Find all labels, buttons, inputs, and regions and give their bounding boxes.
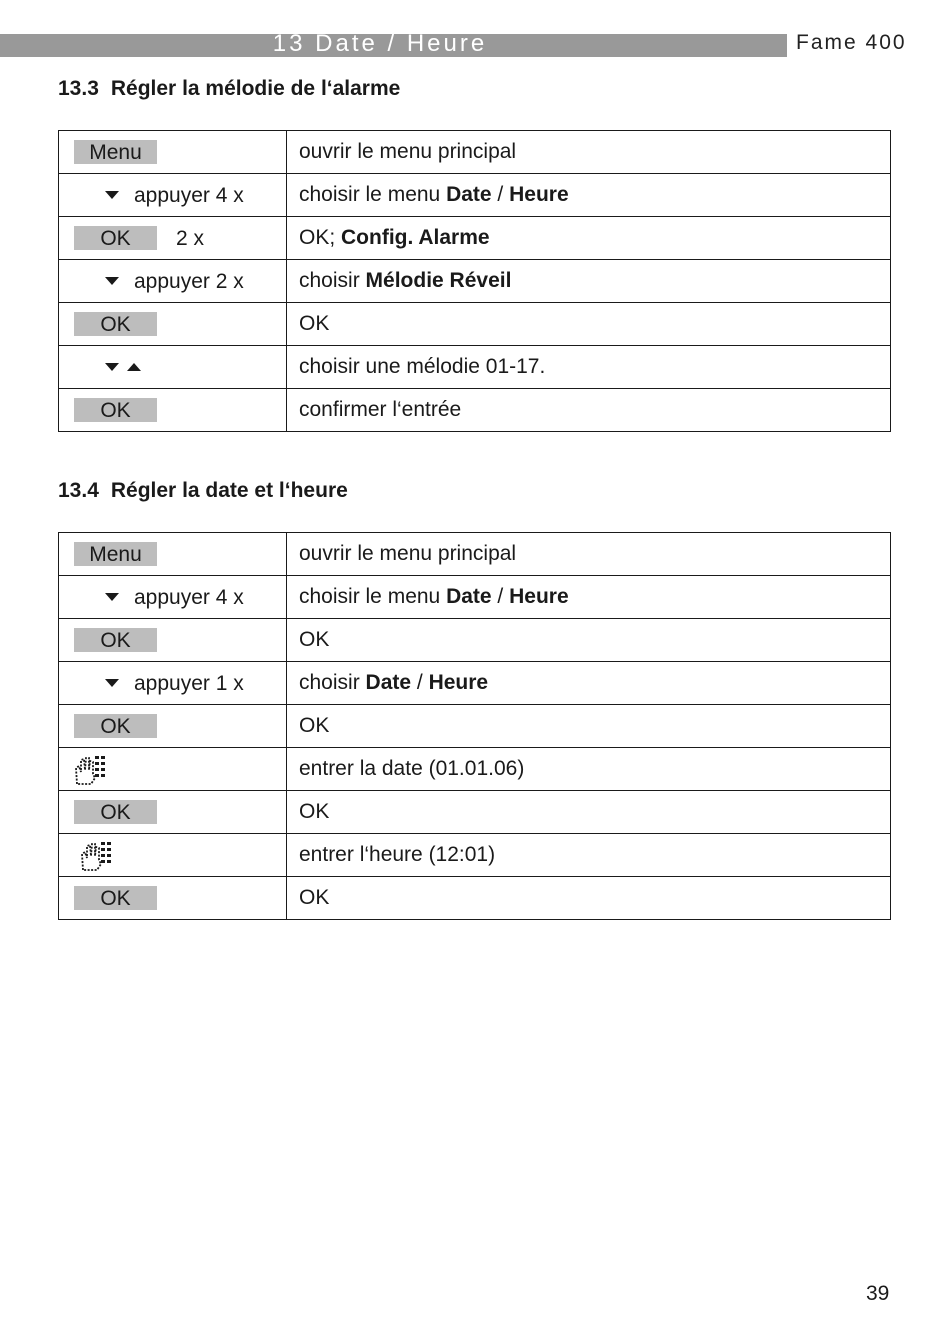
key-cell xyxy=(59,877,287,920)
key-cell xyxy=(59,389,287,432)
ok-key: OK xyxy=(74,886,157,910)
description-cell xyxy=(287,533,891,576)
description-text: choisir une mélodie 01-17. xyxy=(299,355,546,378)
description-cell xyxy=(287,217,891,260)
product-model: Fame 400 xyxy=(796,31,907,54)
key-cell xyxy=(59,576,287,619)
description-text: choisir le menu xyxy=(299,183,447,206)
menu-term: Mélodie Réveil xyxy=(365,269,512,292)
description-text: choisir xyxy=(299,269,366,292)
ok-key: OK xyxy=(74,226,157,250)
description-cell xyxy=(287,576,891,619)
table-row xyxy=(59,346,891,389)
chapter-title: 13 Date / Heure xyxy=(272,30,488,57)
section-title: Régler la date et l‘heure xyxy=(110,479,348,502)
table-row xyxy=(59,533,891,576)
key-cell xyxy=(59,260,287,303)
ok-key: OK xyxy=(74,628,157,652)
description-cell xyxy=(287,834,891,877)
page-number: 39 xyxy=(866,1282,890,1305)
description-cell xyxy=(287,791,891,834)
section-heading-13-4 xyxy=(58,478,348,504)
arrow-down-icon xyxy=(105,277,119,285)
table-row xyxy=(59,619,891,662)
description-cell xyxy=(287,346,891,389)
table-row xyxy=(59,791,891,834)
description-text: OK xyxy=(299,312,330,335)
key-instruction: appuyer 4 x xyxy=(134,184,244,207)
description-text: ouvrir le menu principal xyxy=(299,140,517,163)
keypad-hand-icon xyxy=(73,754,109,786)
ok-key: OK xyxy=(74,312,157,336)
section-number: 13.3 xyxy=(58,77,99,100)
table-row xyxy=(59,834,891,877)
key-instruction: appuyer 2 x xyxy=(134,270,244,293)
description-cell xyxy=(287,303,891,346)
table-row xyxy=(59,131,891,174)
description-text: ouvrir le menu principal xyxy=(299,542,517,565)
description-text: entrer la date (01.01.06) xyxy=(299,757,525,780)
key-cell xyxy=(59,533,287,576)
menu-term: Config. Alarme xyxy=(341,226,490,249)
key-cell xyxy=(59,217,287,260)
key-cell xyxy=(59,834,287,877)
section-title: Régler la mélodie de l‘alarme xyxy=(110,77,401,100)
description-cell xyxy=(287,131,891,174)
table-row xyxy=(59,748,891,791)
key-cell xyxy=(59,748,287,791)
description-cell xyxy=(287,389,891,432)
table-row xyxy=(59,705,891,748)
key-instruction: appuyer 1 x xyxy=(134,672,244,695)
description-text: confirmer l‘entrée xyxy=(299,398,462,421)
ok-key: OK xyxy=(74,714,157,738)
table-row xyxy=(59,303,891,346)
menu-term: Heure xyxy=(428,671,489,694)
key-cell xyxy=(59,662,287,705)
menu-term: Date xyxy=(446,585,492,608)
table-row xyxy=(59,877,891,920)
key-cell xyxy=(59,705,287,748)
repeat-count: 2 x xyxy=(176,227,205,250)
description-text: OK; xyxy=(299,226,342,249)
description-cell xyxy=(287,877,891,920)
key-instruction: appuyer 4 x xyxy=(134,586,244,609)
description-cell xyxy=(287,619,891,662)
description-text: entrer l‘heure (12:01) xyxy=(299,843,496,866)
separator: / xyxy=(491,585,510,608)
description-text: choisir xyxy=(299,671,366,694)
key-cell xyxy=(59,346,287,389)
description-cell xyxy=(287,174,891,217)
key-cell xyxy=(59,619,287,662)
arrow-down-icon xyxy=(105,363,119,371)
menu-term: Date xyxy=(446,183,492,206)
table-row xyxy=(59,174,891,217)
table-row xyxy=(59,217,891,260)
table-row xyxy=(59,662,891,705)
key-cell xyxy=(59,303,287,346)
description-cell xyxy=(287,662,891,705)
arrow-down-icon xyxy=(105,593,119,601)
steps-table-13-4 xyxy=(58,532,891,920)
menu-term: Heure xyxy=(509,585,569,608)
section-number: 13.4 xyxy=(58,479,99,502)
description-cell xyxy=(287,260,891,303)
steps-table-13-3 xyxy=(58,130,891,432)
section-heading-13-3 xyxy=(58,76,400,102)
menu-key: Menu xyxy=(74,542,157,566)
separator: / xyxy=(491,183,510,206)
description-cell xyxy=(287,705,891,748)
separator: / xyxy=(411,671,429,694)
table-row xyxy=(59,576,891,619)
ok-key: OK xyxy=(74,800,157,824)
table-row xyxy=(59,389,891,432)
menu-key: Menu xyxy=(74,140,157,164)
description-text: OK xyxy=(299,628,330,651)
description-cell xyxy=(287,748,891,791)
table-row xyxy=(59,260,891,303)
arrow-down-icon xyxy=(105,679,119,687)
key-cell xyxy=(59,791,287,834)
arrow-down-icon xyxy=(105,191,119,199)
arrow-up-icon xyxy=(127,363,141,371)
description-text: OK xyxy=(299,714,330,737)
description-text: OK xyxy=(299,800,330,823)
menu-term: Heure xyxy=(509,183,569,206)
key-cell xyxy=(59,174,287,217)
menu-term: Date xyxy=(365,671,412,694)
description-text: OK xyxy=(299,886,330,909)
keypad-hand-icon xyxy=(79,840,115,872)
key-cell xyxy=(59,131,287,174)
ok-key: OK xyxy=(74,398,157,422)
description-text: choisir le menu xyxy=(299,585,447,608)
